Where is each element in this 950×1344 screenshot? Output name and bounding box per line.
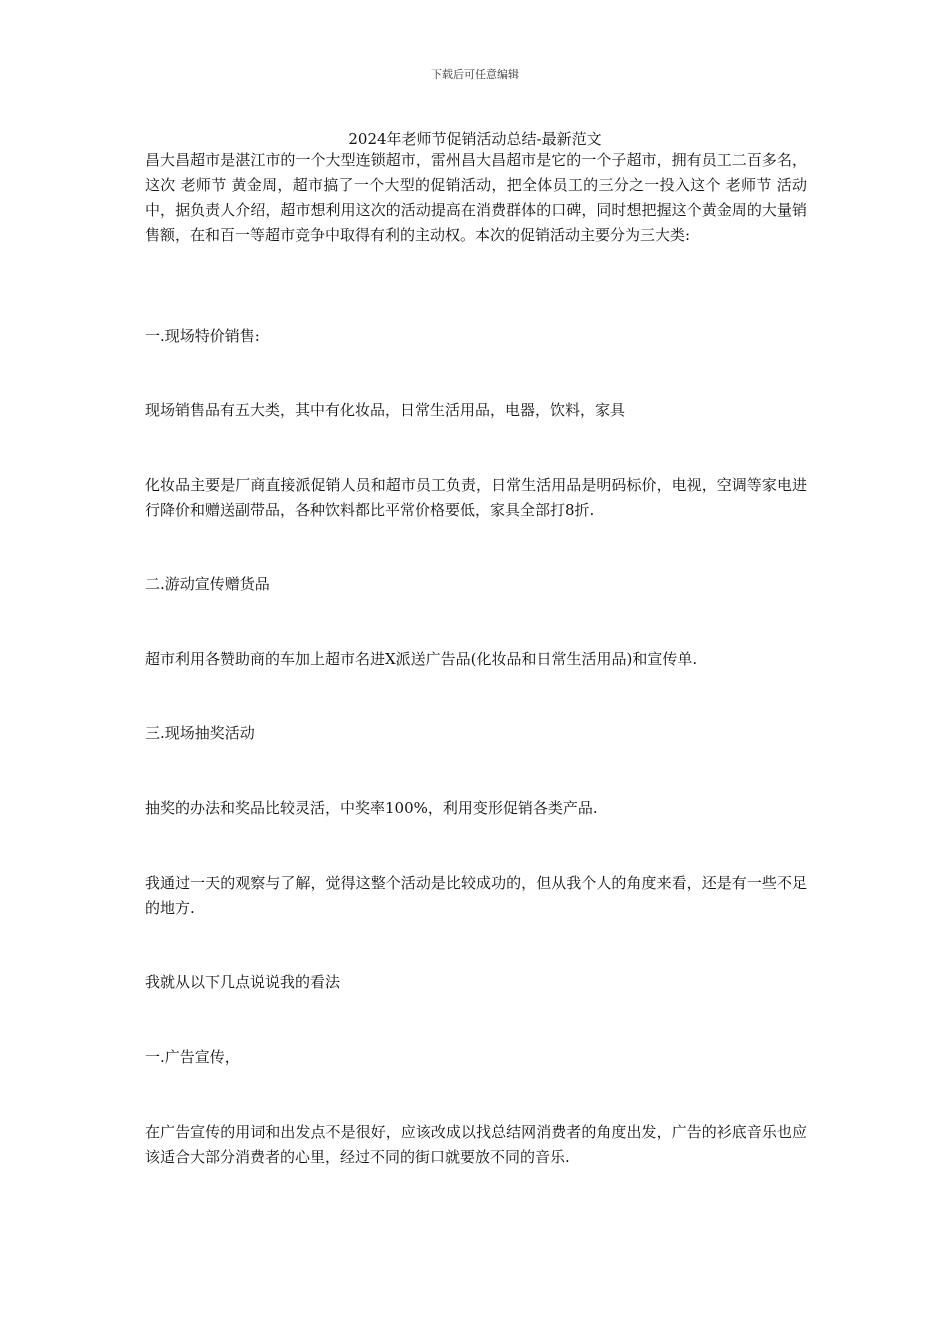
paragraph-sales-categories: 现场销售品有五大类，其中有化妆品，日常生活用品，电器，饮料，家具 (145, 401, 626, 419)
paragraph-mobile-promo: 超市利用各赞助商的车加上超市名进X派送广告品(化妆品和日常生活用品)和宣传单. (145, 650, 698, 668)
paragraph-lottery: 抽奖的办法和奖品比较灵活，中奖率100%，利用变形促销各类产品. (145, 799, 598, 817)
section-heading-onsite-sales: 一.现场特价销售: (145, 327, 260, 345)
paragraph-observation: 我通过一天的观察与了解，觉得这整个活动是比较成功的，但从我个人的角度来看，还是有一些不足的地方. (145, 874, 807, 917)
paragraph-advertising: 在广告宣传的用词和出发点不是很好，应该改成以找总结网消费者的角度出发，广告的衫底音乐也应该适合大部分消费者的心里，经过不同的街口就要放不同的音乐. (145, 1123, 807, 1166)
document-title: 2024年老师节促销活动总结-最新范文 (348, 130, 602, 148)
header-note: 下载后可任意编辑 (431, 68, 519, 81)
section-heading-mobile-promo: 二.游动宣传赠货品 (145, 575, 270, 593)
paragraph-opinion-intro: 我就从以下几点说说我的看法 (145, 973, 341, 991)
section-heading-lottery: 三.现场抽奖活动 (145, 724, 255, 742)
section-heading-advertising: 一.广告宣传， (145, 1048, 240, 1066)
paragraph-sales-details: 化妆品主要是厂商直接派促销人员和超市员工负责，日常生活用品是明码标价，电视，空调等家电进行降价和赠送副带品，各种饮料都比平常价格要低，家具全部打8折. (145, 476, 807, 519)
intro-paragraph: 昌大昌超市是湛江市的一个大型连锁超市，雷州昌大昌超市是它的一个子超市，拥有员工二百多名，这次 老师节 黄金周，超市搞了一个大型的促销活动，把全体员工的三分之一投入这个 老师节 活动中，据负责人介绍，超市想利用这次的活动提高在消费群体的口碑，同时想把握这个黄金周的大量销售额，在和百一等超市竞争中取得有利的主动权。本次的促销活动主要分为三大类: (145, 151, 807, 244)
